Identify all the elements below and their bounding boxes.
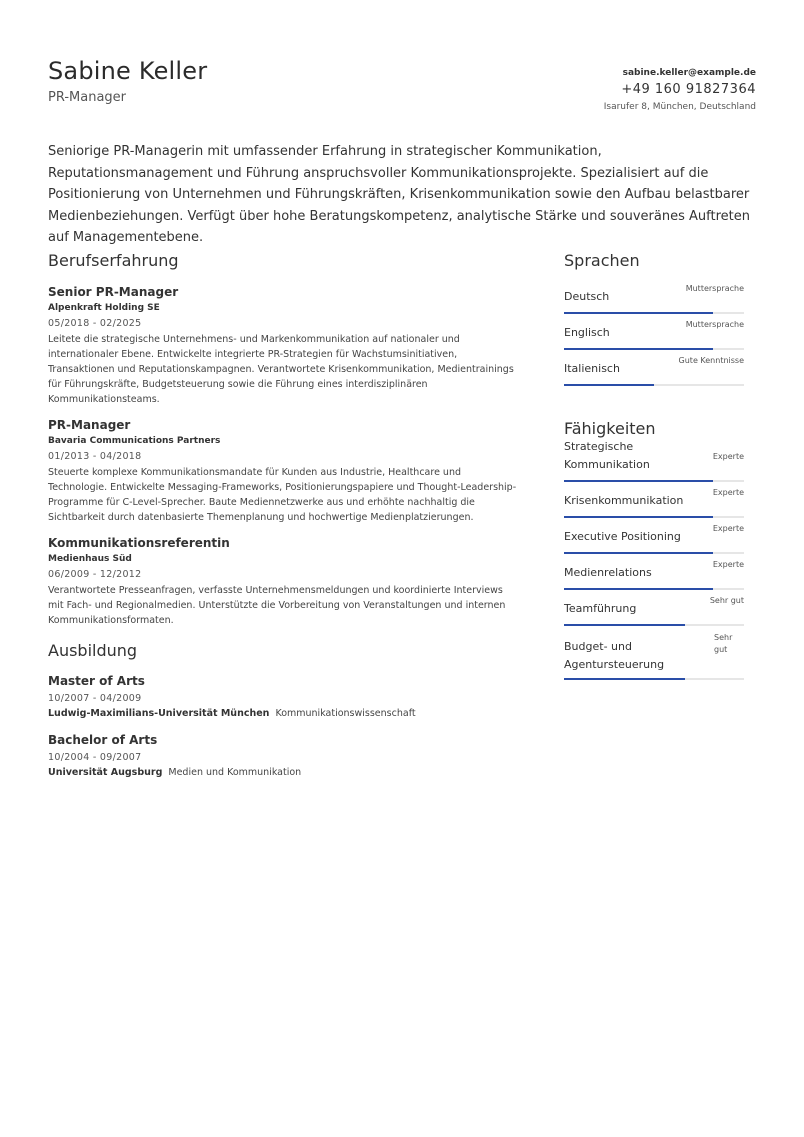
skill-name: Budget- und Agentursteuerung	[564, 640, 665, 671]
language-level: Muttersprache	[685, 320, 744, 329]
degree-school: Universität Augsburg	[48, 767, 163, 778]
degree-title: Bachelor of Arts	[48, 733, 158, 747]
job-title: Kommunikationsreferentin	[48, 536, 230, 550]
job-company: Bavaria Communications Partners	[48, 436, 221, 446]
skill-name: Medienrelations	[564, 566, 652, 579]
skills-list	[564, 440, 744, 680]
skill-name: Strategische Kommunikation	[564, 440, 650, 471]
skill-level: Sehr gut	[709, 596, 744, 605]
job-dates: 01/2013 - 04/2018	[48, 451, 142, 462]
skills-heading: Fähigkeiten	[564, 419, 656, 438]
language-name: Deutsch	[564, 290, 610, 303]
languages-heading: Sprachen	[564, 251, 640, 270]
degree-title: Master of Arts	[48, 674, 145, 688]
candidate-role: PR-Manager	[48, 90, 127, 105]
contact-address: Isarufer 8, München, Deutschland	[603, 102, 756, 112]
job-dates: 05/2018 - 02/2025	[48, 318, 142, 329]
skill-level: Sehr gut	[714, 633, 733, 654]
job-description: Leitete die strategische Unternehmens- und Markenkommunikation auf nationaler und internationaler Ebene. Entwickelte integrierte PR-Strategien für Wachstumsinitiativen, Transaktionen und Reputationskampagnen. Verantwortete Krisenkommunikation, Medientrainings für Führungskräfte, Budgetsteuerung sowie die Führung eines interdisziplinären Kommunikationsteams.	[48, 334, 514, 405]
language-name: Englisch	[564, 326, 610, 339]
contact-email[interactable]: sabine.keller@example.de	[622, 68, 756, 78]
job-title: Senior PR-Manager	[48, 285, 179, 299]
job-entry	[48, 535, 518, 628]
skill-name: Teamführung	[564, 602, 637, 615]
degree-field: Kommunikationswissenschaft	[275, 708, 416, 719]
language-level: Gute Kenntnisse	[678, 356, 744, 365]
skill-level: Experte	[712, 560, 744, 569]
skill-level: Experte	[712, 524, 744, 533]
job-description: Steuerte komplexe Kommunikationsmandate für Kunden aus Industrie, Healthcare und Technologie. Entwickelte Messaging-Frameworks, Positionierungspapiere und Thought-Leadership-Programme für C-Level-Sprecher. Baute Mediennetzwerke aus und erhöhte nachhaltig die Sichtbarkeit durch datenbasierte Themenplanung und hochwertige Medienplatzierungen.	[48, 467, 517, 523]
language-bar	[564, 384, 744, 386]
experience-list	[48, 284, 518, 638]
job-company: Alpenkraft Holding SE	[48, 303, 160, 313]
skill-level: Experte	[712, 488, 744, 497]
education-heading: Ausbildung	[48, 641, 138, 660]
contact-block	[604, 68, 756, 112]
skill-bar	[564, 678, 744, 680]
skill-bar-fill	[564, 678, 685, 680]
job-title: PR-Manager	[48, 418, 131, 432]
skill-name: Executive Positioning	[564, 530, 681, 543]
skill-item	[564, 554, 744, 590]
skill-item	[564, 482, 744, 518]
profile-summary: Seniorige PR-Managerin mit umfassender Erfahrung in strategischer Kommunikation, Reputationsmanagement und Führung anspruchsvoller Kommunikationsprojekte. Spezialisiert auf die Positionierung von Unternehmen und Führungskräften, Krisenkommunikation sowie den Aufbau belastbarer Medienbeziehungen. Verfügt über hohe Beratungskompetenz, analytische Stärke und souveränes Auftreten auf Managementebene.	[48, 144, 750, 245]
languages-list	[564, 278, 744, 386]
skill-item	[564, 518, 744, 554]
job-entry	[48, 284, 518, 407]
degree-dates: 10/2007 - 04/2009	[48, 693, 142, 704]
skill-name: Krisenkommunikation	[564, 494, 684, 507]
experience-heading: Berufserfahrung	[48, 251, 179, 270]
language-bar-fill	[564, 384, 654, 386]
skill-item	[564, 626, 744, 680]
degree-details	[48, 766, 518, 780]
language-name: Italienisch	[564, 362, 620, 375]
education-entry	[48, 673, 518, 721]
job-company: Medienhaus Süd	[48, 554, 132, 564]
job-entry	[48, 417, 518, 525]
degree-school: Ludwig-Maximilians-Universität München	[48, 708, 270, 719]
degree-dates: 10/2004 - 09/2007	[48, 752, 142, 763]
education-entry	[48, 732, 518, 780]
language-level: Muttersprache	[685, 284, 744, 293]
candidate-name: Sabine Keller	[48, 57, 208, 85]
contact-phone[interactable]: +49 160 91827364	[621, 82, 756, 97]
job-description: Verantwortete Presseanfragen, verfasste Unternehmensmeldungen und koordinierte Interviews mit Fach- und Regionalmedien. Unterstützte die Vorbereitung von Veranstaltungen und internen Kommunikationsformaten.	[48, 585, 506, 626]
degree-field: Medien und Kommunikation	[168, 767, 302, 778]
skill-item	[564, 590, 744, 626]
language-item	[564, 350, 744, 386]
language-item	[564, 278, 744, 314]
degree-details	[48, 707, 518, 721]
language-item	[564, 314, 744, 350]
job-dates: 06/2009 - 12/2012	[48, 569, 142, 580]
skill-item	[564, 440, 744, 482]
skill-level: Experte	[712, 452, 744, 461]
